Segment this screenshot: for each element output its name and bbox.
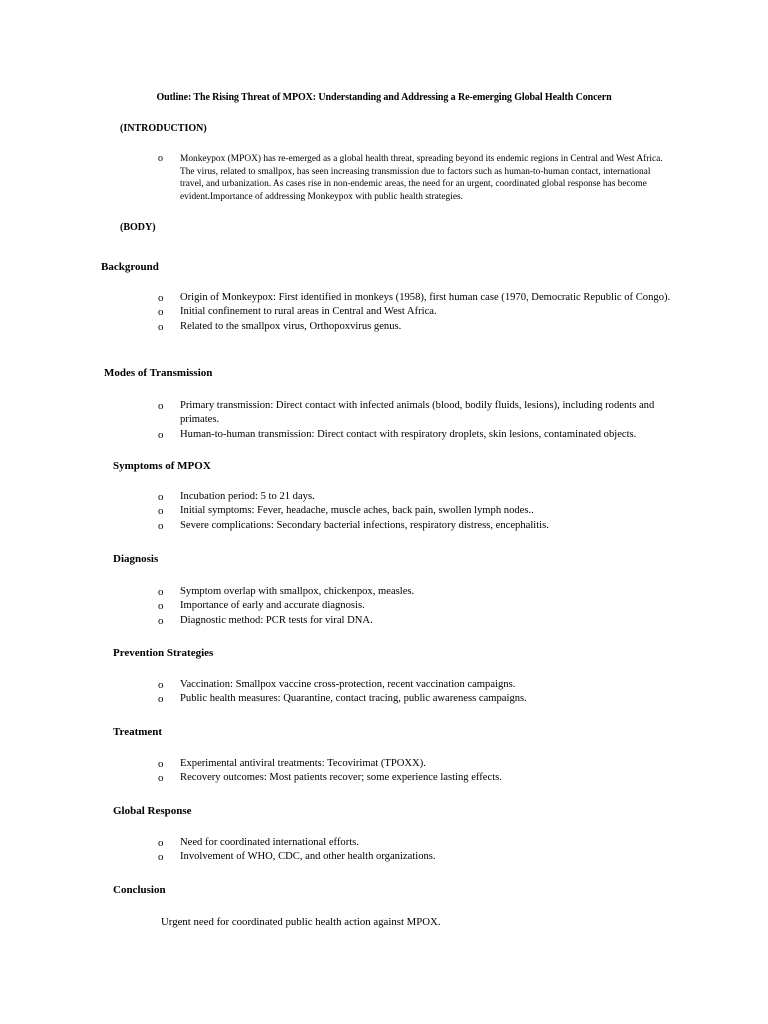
list-item-text: Human-to-human transmission: Direct contact with respiratory droplets, skin lesions, contaminated objects.	[180, 428, 637, 440]
bullet-marker: o	[158, 600, 164, 613]
bullet-marker: o	[158, 614, 164, 627]
section-list-diagnosis	[158, 585, 688, 628]
bullet-marker: o	[158, 320, 164, 333]
bullet-marker: o	[158, 306, 164, 319]
list-item	[158, 836, 688, 850]
list-item-text: Public health measures: Quarantine, contact tracing, public awareness campaigns.	[180, 693, 527, 705]
list-item-text: Involvement of WHO, CDC, and other health organizations.	[180, 851, 436, 863]
list-item	[158, 614, 688, 628]
section-list-global-response	[158, 836, 688, 865]
list-item	[158, 291, 688, 305]
section-list-background	[158, 291, 688, 334]
bullet-marker: o	[158, 851, 164, 864]
list-item-text: Primary transmission: Direct contact with infected animals (blood, bodily fluids, lesions), including rodents and primates.	[180, 400, 655, 426]
list-item	[158, 320, 688, 334]
bullet-marker: o	[158, 292, 164, 304]
list-item-text: Need for coordinated international efforts.	[180, 837, 359, 848]
introduction-list	[158, 153, 673, 203]
list-item	[158, 305, 688, 319]
section-heading-prevention: Prevention Strategies	[113, 647, 214, 659]
list-item-text: Diagnostic method: PCR tests for viral DNA.	[180, 614, 373, 626]
list-item	[158, 692, 688, 706]
section-heading-global-response: Global Response	[113, 805, 192, 817]
list-item-text: Initial confinement to rural areas in Central and West Africa.	[180, 306, 437, 318]
list-item-text: Vaccination: Smallpox vaccine cross-protection, recent vaccination campaigns.	[180, 679, 516, 690]
introduction-text: Monkeypox (MPOX) has re-emerged as a global health threat, spreading beyond its endemic regions in Central and West Africa. The virus, related to smallpox, has seen increasing transmission due to factors such as human-to-human contact, international travel, and urbanization. As cases rise in non-endemic areas, the need for an urgent, coordinated global response has become evident.Importance of addressing Monkeypox with public health strategies.	[180, 154, 663, 202]
section-heading-treatment: Treatment	[113, 726, 163, 738]
list-item	[158, 504, 688, 518]
list-item	[158, 599, 688, 613]
section-list-prevention	[158, 678, 688, 707]
bullet-marker: o	[158, 837, 164, 849]
bullet-marker: o	[158, 679, 164, 691]
list-item	[158, 428, 688, 442]
list-item	[158, 519, 688, 533]
conclusion-text: Urgent need for coordinated public health action against MPOX.	[161, 916, 441, 928]
bullet-marker: o	[158, 505, 164, 518]
bullet-marker: o	[158, 758, 164, 770]
list-item-text: Origin of Monkeypox: First identified in monkeys (1958), first human case (1970, Democratic Republic of Congo).	[180, 292, 671, 303]
bullet-marker: o	[158, 153, 163, 164]
list-item	[158, 678, 688, 692]
introduction-tag: (INTRODUCTION)	[120, 123, 207, 134]
section-heading-symptoms: Symptoms of MPOX	[113, 460, 211, 472]
bullet-marker: o	[158, 491, 164, 503]
bullet-marker: o	[158, 400, 164, 412]
list-item-text: Initial symptoms: Fever, headache, muscle aches, back pain, swollen lymph nodes..	[180, 505, 534, 517]
bullet-marker: o	[158, 519, 164, 532]
list-item	[158, 757, 688, 771]
list-item-text: Symptom overlap with smallpox, chickenpox, measles.	[180, 586, 415, 597]
list-item	[158, 585, 688, 599]
list-item-text: Experimental antiviral treatments: Tecovirimat (TPOXX).	[180, 758, 426, 769]
body-tag: (BODY)	[120, 222, 156, 233]
list-item-text: Recovery outcomes: Most patients recover; some experience lasting effects.	[180, 772, 502, 784]
list-item-text: Incubation period: 5 to 21 days.	[180, 491, 315, 502]
list-item-text: Related to the smallpox virus, Orthopoxvirus genus.	[180, 320, 402, 332]
section-heading-diagnosis: Diagnosis	[113, 553, 159, 565]
section-heading-background: Background	[101, 261, 159, 273]
list-item	[158, 153, 673, 203]
section-list-symptoms	[158, 490, 688, 533]
list-item	[158, 850, 688, 864]
section-list-treatment	[158, 757, 688, 786]
section-list-transmission	[158, 399, 688, 442]
list-item-text: Severe complications: Secondary bacterial infections, respiratory distress, encephalitis.	[180, 519, 549, 531]
bullet-marker: o	[158, 693, 164, 706]
document-title: Outline: The Rising Threat of MPOX: Understanding and Addressing a Re-emerging Global Health Concern	[156, 92, 612, 103]
list-item	[158, 771, 688, 785]
list-item	[158, 490, 688, 504]
section-heading-conclusion: Conclusion	[113, 884, 166, 896]
bullet-marker: o	[158, 586, 164, 598]
section-heading-transmission: Modes of Transmission	[104, 367, 213, 379]
list-item	[158, 399, 688, 428]
bullet-marker: o	[158, 772, 164, 785]
list-item-text: Importance of early and accurate diagnosis.	[180, 600, 365, 612]
bullet-marker: o	[158, 428, 164, 441]
